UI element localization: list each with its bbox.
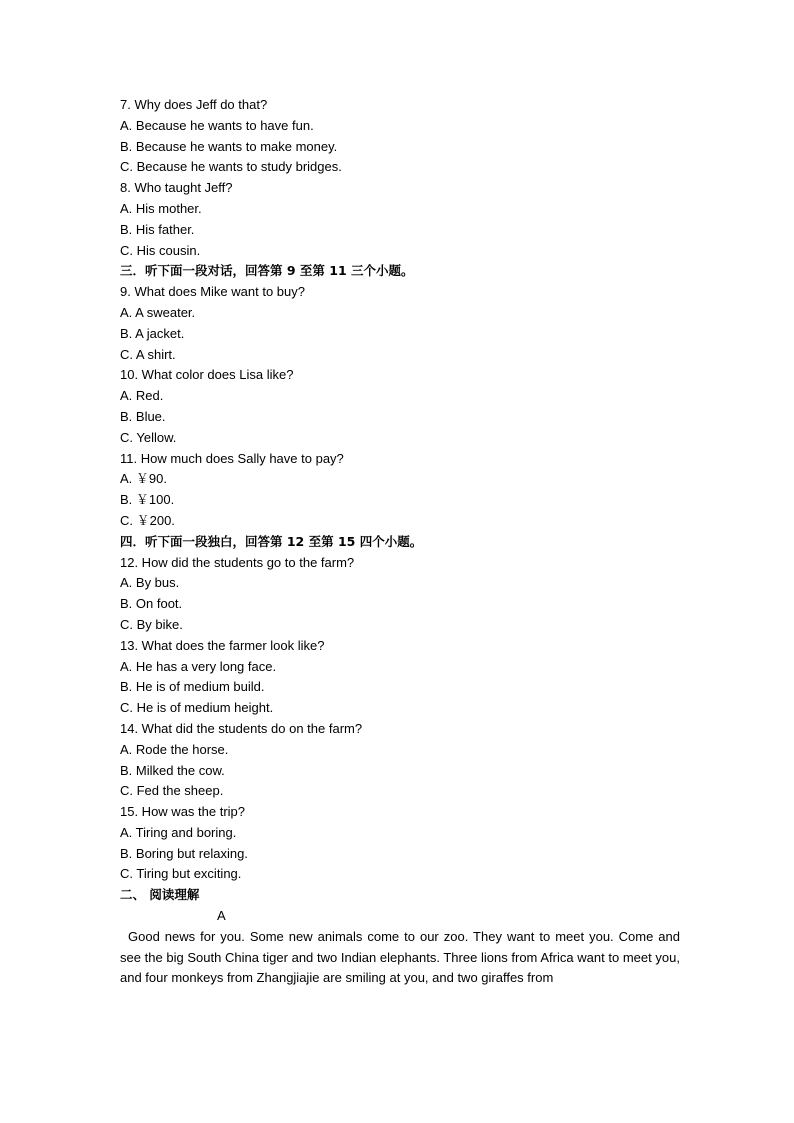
question-11-option-c: C. ￥200. [120,512,175,528]
question-12-option-a: A. By bus. [120,575,180,591]
question-7-option-b: B. Because he wants to make money. [120,138,338,154]
section-4-heading: 四．听下面一段独白，回答第 12 至第 15 四个小题。 [120,533,423,549]
question-15-option-c: C. Tiring but exciting. [120,866,242,882]
question-12-option-b: B. On foot. [120,596,183,612]
question-10-option-c: C. Yellow. [120,429,177,445]
passage-label: A [217,908,226,924]
question-10: 10. What color does Lisa like? [120,367,294,383]
question-7-option-a: A. Because he wants to have fun. [120,117,314,133]
page-content [120,95,680,989]
question-14-option-a: A. Rode the horse. [120,741,229,757]
question-13-option-a: A. He has a very long face. [120,658,277,674]
question-10-option-a: A. Red. [120,388,164,404]
question-10-option-b: B. Blue. [120,408,166,424]
question-13-option-c: C. He is of medium height. [120,700,274,716]
question-8-option-c: C. His cousin. [120,242,201,258]
question-12: 12. How did the students go to the farm? [120,554,355,570]
question-14-option-c: C. Fed the sheep. [120,783,224,799]
question-13: 13. What does the farmer look like? [120,637,325,653]
question-11-option-a: A. ￥90. [120,471,167,487]
question-14-option-b: B. Milked the cow. [120,762,225,778]
section-3-heading: 三．听下面一段对话，回答第 9 至第 11 三个小题。 [120,263,414,279]
question-8-option-b: B. His father. [120,221,195,237]
question-8-option-a: A. His mother. [120,200,202,216]
reading-heading: 二、 阅读理解 [120,887,200,903]
question-7-option-c: C. Because he wants to study bridges. [120,159,342,175]
question-11-option-b: B. ￥100. [120,492,175,508]
question-14: 14. What did the students do on the farm? [120,720,363,736]
question-7: 7. Why does Jeff do that? [120,97,268,112]
question-9-option-b: B. A jacket. [120,325,185,341]
question-11: 11. How much does Sally have to pay? [120,450,344,466]
question-15-option-b: B. Boring but relaxing. [120,845,248,861]
question-15-option-a: A. Tiring and boring. [120,824,237,840]
question-15: 15. How was the trip? [120,804,246,820]
question-8: 8. Who taught Jeff? [120,180,233,196]
question-13-option-b: B. He is of medium build. [120,679,265,695]
question-9-option-c: C. A shirt. [120,346,176,362]
question-9: 9. What does Mike want to buy? [120,284,305,300]
question-9-option-a: A. A sweater. [120,304,196,320]
question-12-option-c: C. By bike. [120,616,183,632]
passage-text: Good news for you. Some new animals come to our zoo. They want to meet you. Come and see the big South China tiger and two Indian elephants. Three lions from Africa want to meet you, and four monkeys from Zhangjiajie are smiling at you, and two giraffes from [120,928,680,986]
